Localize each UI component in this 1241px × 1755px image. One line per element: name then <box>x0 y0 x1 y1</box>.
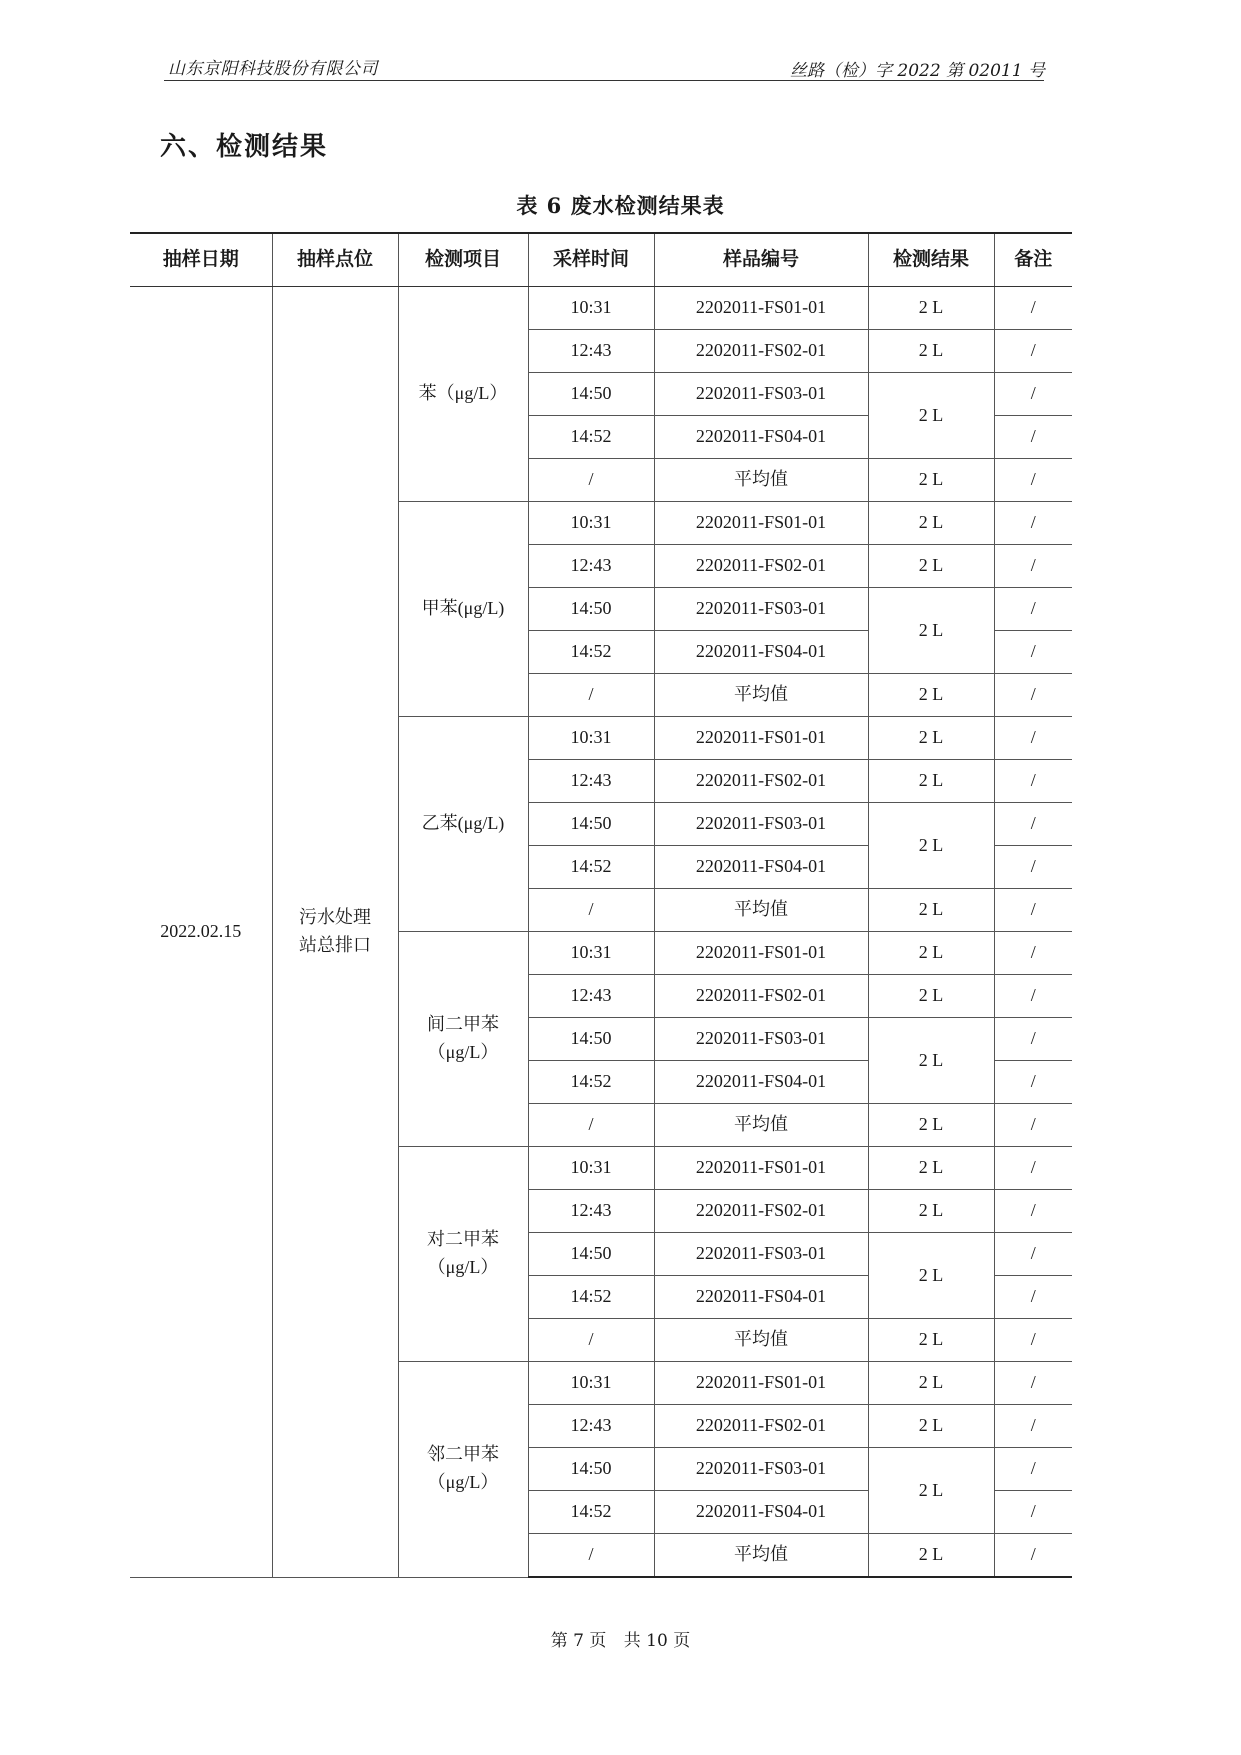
header-cell: 备注 <box>994 233 1072 287</box>
test-item-cell <box>398 502 528 717</box>
remark-cell: / <box>994 502 1072 545</box>
sample-id-cell: 2202011-FS02-01 <box>654 1405 868 1448</box>
sample-id-cell: 平均值 <box>654 889 868 932</box>
sample-id-cell: 2202011-FS04-01 <box>654 1276 868 1319</box>
test-result-cell: 2 L <box>868 588 994 674</box>
sampling-time-cell: 14:52 <box>528 416 654 459</box>
test-item-line: 甲苯(μg/L) <box>421 598 505 619</box>
sample-id-cell: 2202011-FS02-01 <box>654 545 868 588</box>
remark-cell: / <box>994 1147 1072 1190</box>
test-result-cell: 2 L <box>868 545 994 588</box>
test-result-cell: 2 L <box>868 1104 994 1147</box>
header-cell: 样品编号 <box>654 233 868 287</box>
sample-id-cell: 2202011-FS03-01 <box>654 1448 868 1491</box>
remark-cell: / <box>994 717 1072 760</box>
remark-cell: / <box>994 1362 1072 1405</box>
sampling-time-cell: 12:43 <box>528 1405 654 1448</box>
remark-cell: / <box>994 631 1072 674</box>
sample-id-cell: 2202011-FS03-01 <box>654 1018 868 1061</box>
page-total: 共 10 页 <box>623 1631 691 1651</box>
test-result-cell: 2 L <box>868 1534 994 1578</box>
header-cell: 检测项目 <box>398 233 528 287</box>
test-item-cell <box>398 717 528 932</box>
header-cell: 抽样日期 <box>130 233 272 287</box>
remark-cell: / <box>994 373 1072 416</box>
remark-cell: / <box>994 1405 1072 1448</box>
remark-cell: / <box>994 674 1072 717</box>
sample-id-cell: 2202011-FS03-01 <box>654 373 868 416</box>
sampling-time-cell: 12:43 <box>528 760 654 803</box>
sampling-time-cell: 10:31 <box>528 1147 654 1190</box>
test-result-cell: 2 L <box>868 760 994 803</box>
sampling-time-cell: / <box>528 1104 654 1147</box>
sample-id-cell: 2202011-FS03-01 <box>654 803 868 846</box>
remark-cell: / <box>994 932 1072 975</box>
sampling-time-cell: 12:43 <box>528 975 654 1018</box>
test-item-cell <box>398 1362 528 1578</box>
sampling-location-line: 站总排口 <box>299 934 371 955</box>
sampling-time-cell: 12:43 <box>528 1190 654 1233</box>
test-item-cell <box>398 287 528 502</box>
test-result-cell: 2 L <box>868 1018 994 1104</box>
sampling-time-cell: 10:31 <box>528 287 654 330</box>
test-result-cell: 2 L <box>868 975 994 1018</box>
sampling-time-cell: / <box>528 674 654 717</box>
sample-id-cell: 2202011-FS01-01 <box>654 1147 868 1190</box>
test-item-line: （μg/L） <box>427 1257 499 1277</box>
page-footer <box>0 1626 1241 1651</box>
test-result-cell: 2 L <box>868 373 994 459</box>
sample-id-cell: 2202011-FS01-01 <box>654 502 868 545</box>
remark-cell: / <box>994 287 1072 330</box>
company-name: 山东京阳科技股份有限公司 <box>168 59 378 79</box>
remark-cell: / <box>994 416 1072 459</box>
remark-cell: / <box>994 1190 1072 1233</box>
remark-cell: / <box>994 1319 1072 1362</box>
section-title: 六、检测结果 <box>160 132 329 162</box>
test-result-cell: 2 L <box>868 717 994 760</box>
remark-cell: / <box>994 1061 1072 1104</box>
sample-id-cell: 2202011-FS04-01 <box>654 416 868 459</box>
test-result-cell: 2 L <box>868 459 994 502</box>
header-divider <box>164 80 1044 81</box>
remark-cell: / <box>994 975 1072 1018</box>
sampling-time-cell: 14:50 <box>528 1448 654 1491</box>
test-result-cell: 2 L <box>868 502 994 545</box>
test-result-cell: 2 L <box>868 1448 994 1534</box>
test-result-cell: 2 L <box>868 674 994 717</box>
sampling-time-cell: 14:50 <box>528 803 654 846</box>
table-caption: 表 6 废水检测结果表 <box>516 193 725 218</box>
sample-id-cell: 2202011-FS01-01 <box>654 932 868 975</box>
test-item-line: （μg/L） <box>427 1042 499 1062</box>
remark-cell: / <box>994 1534 1072 1578</box>
remark-cell: / <box>994 330 1072 373</box>
remark-cell: / <box>994 1104 1072 1147</box>
sampling-time-cell: 10:31 <box>528 932 654 975</box>
results-table <box>130 232 1072 1578</box>
test-item-line: 间二甲苯 <box>427 1014 499 1035</box>
sample-id-cell: 2202011-FS02-01 <box>654 330 868 373</box>
test-result-cell: 2 L <box>868 330 994 373</box>
test-result-cell: 2 L <box>868 932 994 975</box>
remark-cell: / <box>994 1448 1072 1491</box>
header-cell: 采样时间 <box>528 233 654 287</box>
sampling-time-cell: 10:31 <box>528 1362 654 1405</box>
remark-cell: / <box>994 803 1072 846</box>
remark-cell: / <box>994 1233 1072 1276</box>
remark-cell: / <box>994 1018 1072 1061</box>
sampling-time-cell: / <box>528 889 654 932</box>
header-cell: 抽样点位 <box>272 233 398 287</box>
sample-id-cell: 2202011-FS01-01 <box>654 1362 868 1405</box>
sampling-location-line: 污水处理 <box>299 906 371 927</box>
sampling-time-cell: 10:31 <box>528 717 654 760</box>
sampling-time-cell: 10:31 <box>528 502 654 545</box>
sample-id-cell: 2202011-FS02-01 <box>654 975 868 1018</box>
remark-cell: / <box>994 889 1072 932</box>
sample-id-cell: 平均值 <box>654 674 868 717</box>
sample-id-cell: 2202011-FS04-01 <box>654 1491 868 1534</box>
sample-id-cell: 2202011-FS01-01 <box>654 717 868 760</box>
sample-id-cell: 2202011-FS04-01 <box>654 631 868 674</box>
sample-id-cell: 2202011-FS02-01 <box>654 1190 868 1233</box>
sampling-time-cell: 14:52 <box>528 1061 654 1104</box>
sampling-date-cell: 2022.02.15 <box>130 287 272 1578</box>
sample-id-cell: 平均值 <box>654 1534 868 1578</box>
test-result-cell: 2 L <box>868 889 994 932</box>
sampling-time-cell: 14:52 <box>528 631 654 674</box>
sampling-time-cell: / <box>528 1534 654 1578</box>
sample-id-cell: 平均值 <box>654 459 868 502</box>
sample-id-cell: 2202011-FS04-01 <box>654 846 868 889</box>
sampling-time-cell: 14:52 <box>528 1276 654 1319</box>
sampling-time-cell: 14:50 <box>528 588 654 631</box>
test-result-cell: 2 L <box>868 1147 994 1190</box>
table-body <box>130 287 1072 1578</box>
sampling-time-cell: 14:52 <box>528 1491 654 1534</box>
remark-cell: / <box>994 1491 1072 1534</box>
sampling-time-cell: 14:52 <box>528 846 654 889</box>
sample-id-cell: 2202011-FS03-01 <box>654 1233 868 1276</box>
remark-cell: / <box>994 459 1072 502</box>
sample-id-cell: 平均值 <box>654 1104 868 1147</box>
sampling-location-cell <box>272 287 398 1578</box>
report-number: 丝路（检）字 2022 第 02011 号 <box>790 61 1045 81</box>
sample-id-cell: 2202011-FS02-01 <box>654 760 868 803</box>
test-result-cell: 2 L <box>868 287 994 330</box>
test-result-cell: 2 L <box>868 1233 994 1319</box>
table-row <box>130 287 1072 330</box>
sample-id-cell: 2202011-FS03-01 <box>654 588 868 631</box>
sampling-time-cell: 12:43 <box>528 330 654 373</box>
test-result-cell: 2 L <box>868 1362 994 1405</box>
header-cell: 检测结果 <box>868 233 994 287</box>
test-result-cell: 2 L <box>868 1319 994 1362</box>
sample-id-cell: 平均值 <box>654 1319 868 1362</box>
test-item-line: 邻二甲苯 <box>427 1444 499 1465</box>
test-result-cell: 2 L <box>868 1190 994 1233</box>
remark-cell: / <box>994 760 1072 803</box>
sampling-time-cell: 12:43 <box>528 545 654 588</box>
sampling-time-cell: / <box>528 459 654 502</box>
test-item-cell <box>398 1147 528 1362</box>
page-number: 第 7 页 <box>550 1631 607 1651</box>
test-item-line: 对二甲苯 <box>427 1229 499 1250</box>
test-item-line: 乙苯(μg/L) <box>421 813 505 834</box>
test-item-cell <box>398 932 528 1147</box>
remark-cell: / <box>994 545 1072 588</box>
sample-id-cell: 2202011-FS01-01 <box>654 287 868 330</box>
sampling-time-cell: 14:50 <box>528 1018 654 1061</box>
test-item-line: （μg/L） <box>427 1472 499 1493</box>
remark-cell: / <box>994 846 1072 889</box>
sampling-time-cell: 14:50 <box>528 373 654 416</box>
sample-id-cell: 2202011-FS04-01 <box>654 1061 868 1104</box>
remark-cell: / <box>994 1276 1072 1319</box>
remark-cell: / <box>994 588 1072 631</box>
test-item-line: 苯（μg/L） <box>418 383 508 404</box>
test-result-cell: 2 L <box>868 1405 994 1448</box>
test-result-cell: 2 L <box>868 803 994 889</box>
sampling-time-cell: / <box>528 1319 654 1362</box>
sampling-time-cell: 14:50 <box>528 1233 654 1276</box>
table-header-row <box>130 233 1072 287</box>
